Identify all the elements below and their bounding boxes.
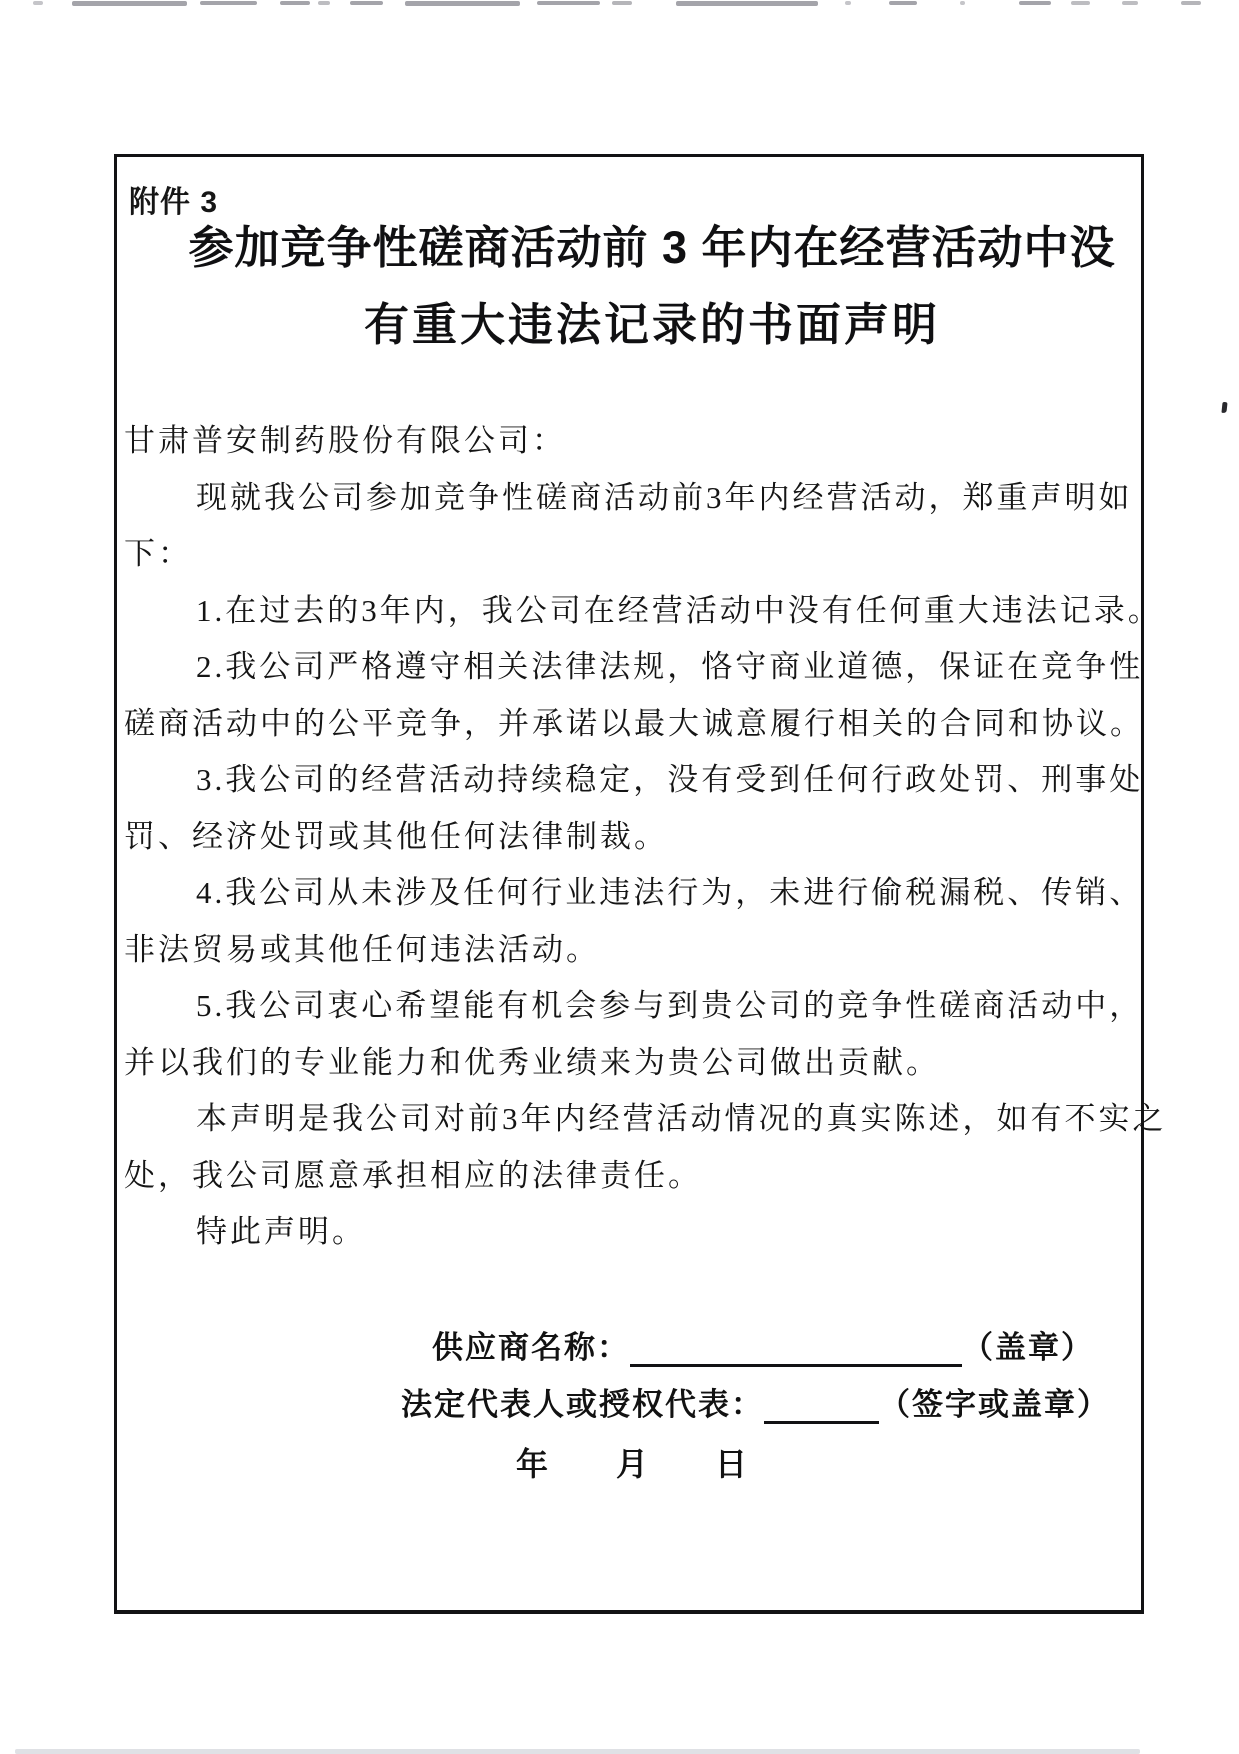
- body-text-line: 处，我公司愿意承担相应的法律责任。: [124, 1157, 702, 1193]
- representative-blank-line: [764, 1389, 879, 1424]
- representative-signature-row: [401, 1386, 1110, 1424]
- date-line: [516, 1444, 747, 1484]
- scan-artifact-top-edge: [0, 0, 1239, 8]
- body-text-line: 罚、经济处罚或其他任何法律制裁。: [124, 818, 668, 854]
- body-text-line: 下：: [124, 536, 192, 571]
- representative-label: 法定代表人或授权代表：: [401, 1387, 764, 1422]
- scan-artifact-tick: [1221, 402, 1227, 413]
- month-label: 月: [616, 1446, 649, 1482]
- document-border-box: [114, 154, 1167, 1614]
- year-label: 年: [516, 1446, 549, 1482]
- body-text-line: 1.在过去的3年内，我公司在经营活动中没有任何重大违法记录。: [196, 592, 1162, 628]
- scan-artifact-bottom-edge: [15, 1749, 1140, 1754]
- attachment-label: 附件 3: [129, 186, 219, 219]
- supplier-name-blank-line: [630, 1332, 962, 1367]
- body-text-line: 4.我公司从未涉及任何行业违法行为，未进行偷税漏税、传销、: [196, 875, 1144, 910]
- body-text-line: 磋商活动中的公平竞争，并承诺以最大诚意履行相关的合同和协议。: [124, 705, 1144, 741]
- body-text-line: 甘肃普安制药股份有限公司：: [124, 423, 566, 458]
- body-text-line: 5.我公司衷心希望能有机会参与到贵公司的竞争性磋商活动中，: [196, 988, 1144, 1023]
- day-label: 日: [715, 1446, 748, 1482]
- body-text-line: 2.我公司严格遵守相关法律法规，恪守商业道德，保证在竞争性: [196, 649, 1144, 684]
- supplier-name-label: 供应商名称：: [432, 1330, 630, 1365]
- body-text-line: 本声明是我公司对前3年内经营活动情况的真实陈述，如有不实之: [196, 1101, 1167, 1136]
- body-text-line: 非法贸易或其他任何违法活动。: [124, 931, 600, 967]
- body-text-line: 并以我们的专业能力和优秀业绩来为贵公司做出贡献。: [124, 1044, 940, 1080]
- body-text-line: 现就我公司参加竞争性磋商活动前3年内经营活动，郑重声明如: [196, 479, 1133, 515]
- title-line-2: 有重大违法记录的书面声明: [363, 299, 940, 350]
- supplier-seal-note: （盖章）: [962, 1330, 1094, 1365]
- supplier-signature-row: [432, 1329, 1094, 1367]
- document-body: [124, 413, 1167, 1261]
- title-line-1: 参加竞争性磋商活动前 3 年内在经营活动中没: [188, 222, 1116, 273]
- body-text-line: 3.我公司的经营活动持续稳定，没有受到任何行政处罚、刑事处: [196, 762, 1144, 797]
- document-title: [117, 209, 1141, 363]
- body-text-line: 特此声明。: [196, 1214, 366, 1249]
- representative-seal-note: （签字或盖章）: [879, 1387, 1110, 1422]
